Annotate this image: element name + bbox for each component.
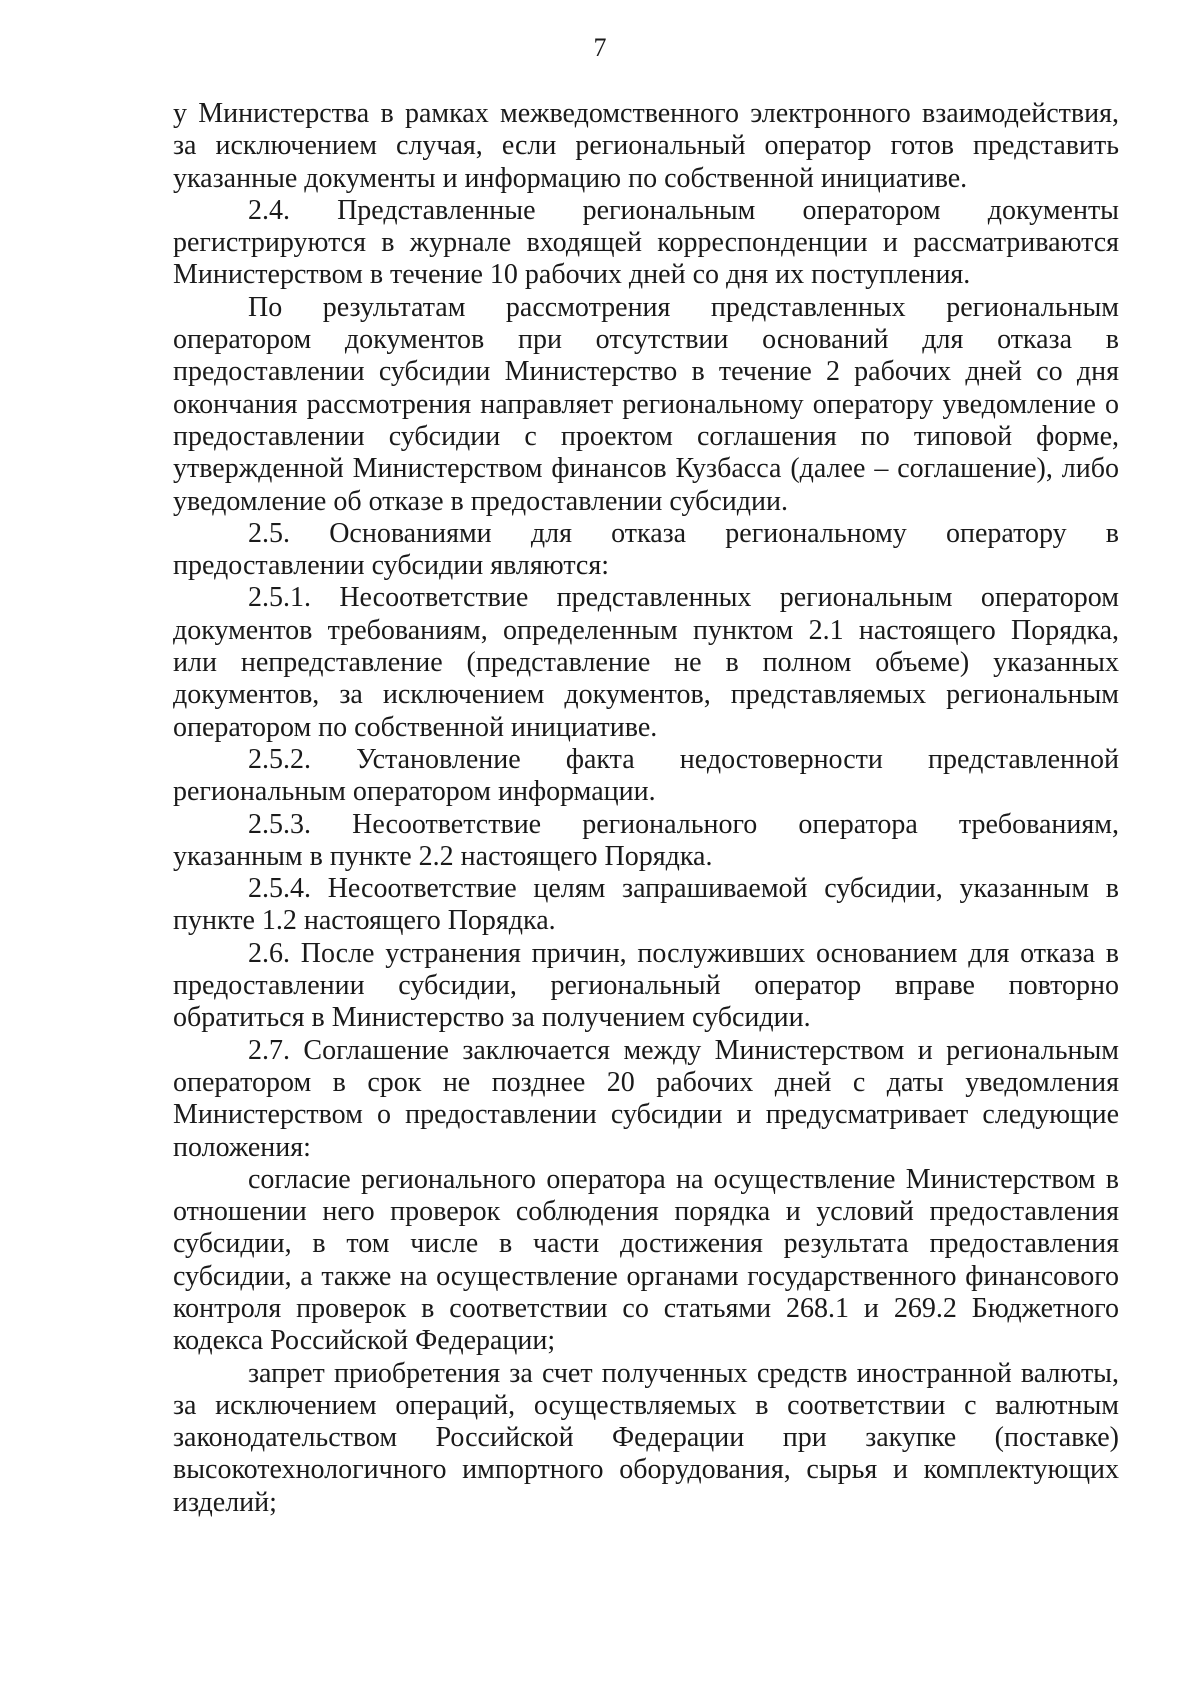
paragraph-2-4: 2.4. Представленные региональным оператором документы регистрируются в журнале входящей корреспонденции и рассматриваются Министерством в течение 10 рабочих дней со дня их поступления.: [173, 194, 1119, 291]
paragraph-currency-prohibition: запрет приобретения за счет полученных средств иностранной валюты, за исключением операций, осуществляемых в соответствии с валютным законодательством Российской Федерации при закупке (поставке) высокотехнологичного импортного оборудования, сырья и комплектующих изделий;: [173, 1357, 1119, 1518]
document-body: [173, 98, 1119, 1519]
paragraph-2-5-2: 2.5.2. Установление факта недостоверности представленной региональным оператором информации.: [173, 743, 1119, 808]
paragraph-2-5-3: 2.5.3. Несоответствие регионального оператора требованиям, указанным в пункте 2.2 настоящего Порядка.: [173, 808, 1119, 872]
paragraph-2-5-1: 2.5.1. Несоответствие представленных региональным оператором документов требованиям, определенным пунктом 2.1 настоящего Порядка, или непредставление (представление не в полном объеме) указанных документов, за исключением документов, представляемых региональным оператором по собственной инициативе.: [173, 582, 1119, 743]
paragraph-2-6: 2.6. После устранения причин, послуживших основанием для отказа в предоставлении субсидии, региональный оператор вправе повторно обратиться в Министерство за получением субсидии.: [173, 937, 1119, 1034]
paragraph-2-5: 2.5. Основаниями для отказа региональному оператору в предоставлении субсидии являются:: [173, 517, 1119, 582]
paragraph-2-7: 2.7. Соглашение заключается между Министерством и региональным оператором в срок не позднее 20 рабочих дней с даты уведомления Министерством о предоставлении субсидии и предусматривает следующие положения:: [173, 1034, 1119, 1163]
paragraph-consent-provision: согласие регионального оператора на осуществление Министерством в отношении него проверок соблюдения порядка и условий предоставления субсидии, в том числе в части достижения результата предоставления субсидии, а также на осуществление органами государственного финансового контроля проверок в соответствии со статьями 268.1 и 269.2 Бюджетного кодекса Российской Федерации;: [173, 1163, 1119, 1357]
paragraph-review-results: По результатам рассмотрения представленных региональным оператором документов при отсутствии оснований для отказа в предоставлении субсидии Министерство в течение 2 рабочих дней со дня окончания рассмотрения направляет региональному оператору уведомление о предоставлении субсидии с проектом соглашения по типовой форме, утвержденной Министерством финансов Кузбасса (далее – соглашение), либо уведомление об отказе в предоставлении субсидии.: [173, 291, 1119, 517]
page-number: 7: [593, 33, 607, 62]
paragraph-2-5-4: 2.5.4. Несоответствие целям запрашиваемой субсидии, указанным в пункте 1.2 настоящего Порядка.: [173, 873, 1119, 937]
paragraph-continuation: у Министерства в рамках межведомственного электронного взаимодействия, за исключением случая, если региональный оператор готов представить указанные документы и информацию по собственной инициативе.: [173, 98, 1119, 194]
